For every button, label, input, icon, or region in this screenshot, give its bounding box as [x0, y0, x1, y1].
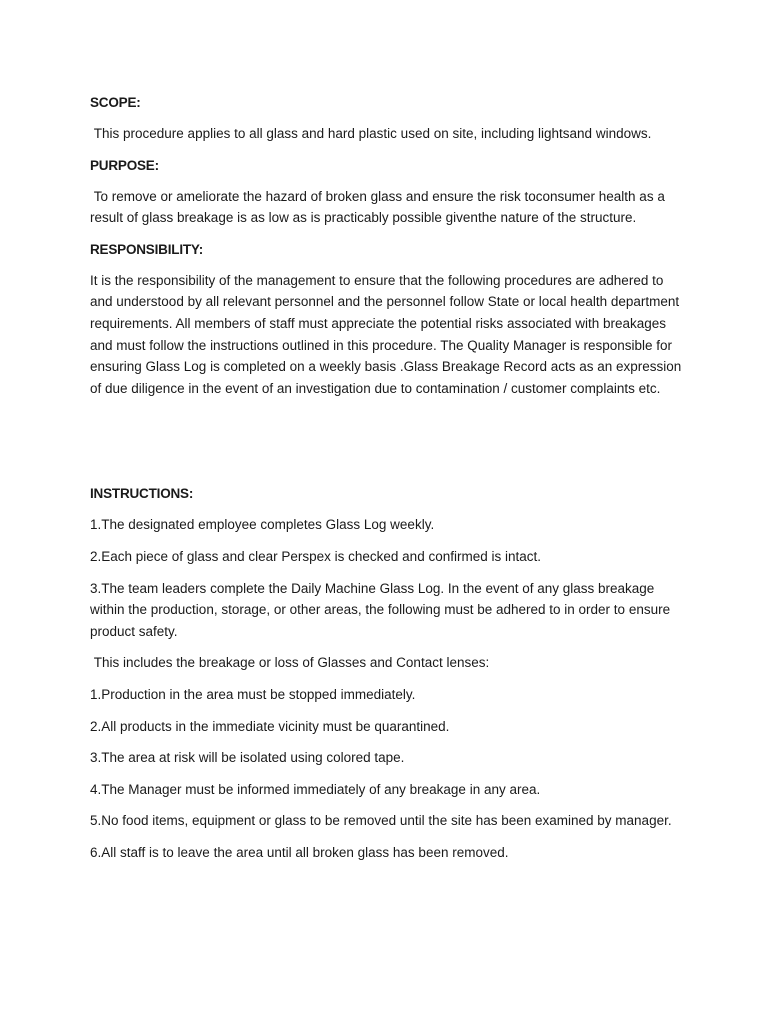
scope-text: This procedure applies to all glass and hard plastic used on site, including lightsand windows.: [90, 126, 652, 141]
instruction-item: 2.Each piece of glass and clear Perspex is checked and confirmed is intact.: [90, 548, 541, 564]
responsibility-text: It is the responsibility of the management to ensure that the following procedures are adhered to and understood by all relevant personnel and the personnel follow State or local health department requirements. All members of staff must appreciate the potential risks associated with breakages and must follow the instructions outlined in this procedure. The Quality Manager is responsible for ensuring Glass Log is completed on a weekly basis .Glass Breakage Record acts as an expression of due diligence in the event of an investigation due to contamination / customer complaints etc.: [90, 272, 682, 396]
instructions-heading: INSTRUCTIONS:: [90, 486, 194, 502]
document-body: [90, 92, 686, 873]
instruction-item: 3.The area at risk will be isolated using colored tape.: [90, 750, 405, 766]
instruction-item: 1.The designated employee completes Glass Log weekly.: [90, 517, 435, 533]
instruction-item: 1.Production in the area must be stopped immediately.: [90, 686, 416, 702]
section-spacer: [90, 409, 686, 483]
instruction-note: This includes the breakage or loss of Glasses and Contact lenses:: [90, 655, 490, 671]
responsibility-heading: RESPONSIBILITY:: [90, 241, 204, 257]
instruction-item: 3.The team leaders complete the Daily Machine Glass Log. In the event of any glass breakage within the production, storage, or other areas, the following must be adhered to in order to ensure product safety.: [90, 580, 671, 639]
purpose-text: To remove or ameliorate the hazard of broken glass and ensure the risk toconsumer health as a result of glass breakage is as low as is practicably possible giventhe nature of the structure.: [90, 188, 669, 226]
scope-heading: SCOPE:: [90, 95, 141, 110]
purpose-heading: PURPOSE:: [90, 157, 159, 173]
instruction-item: 6.All staff is to leave the area until all broken glass has been removed.: [90, 844, 509, 860]
instruction-item: 2.All products in the immediate vicinity must be quarantined.: [90, 718, 450, 734]
instruction-item: 5.No food items, equipment or glass to be removed until the site has been examined by manager.: [90, 813, 672, 829]
instruction-item: 4.The Manager must be informed immediately of any breakage in any area.: [90, 781, 541, 797]
